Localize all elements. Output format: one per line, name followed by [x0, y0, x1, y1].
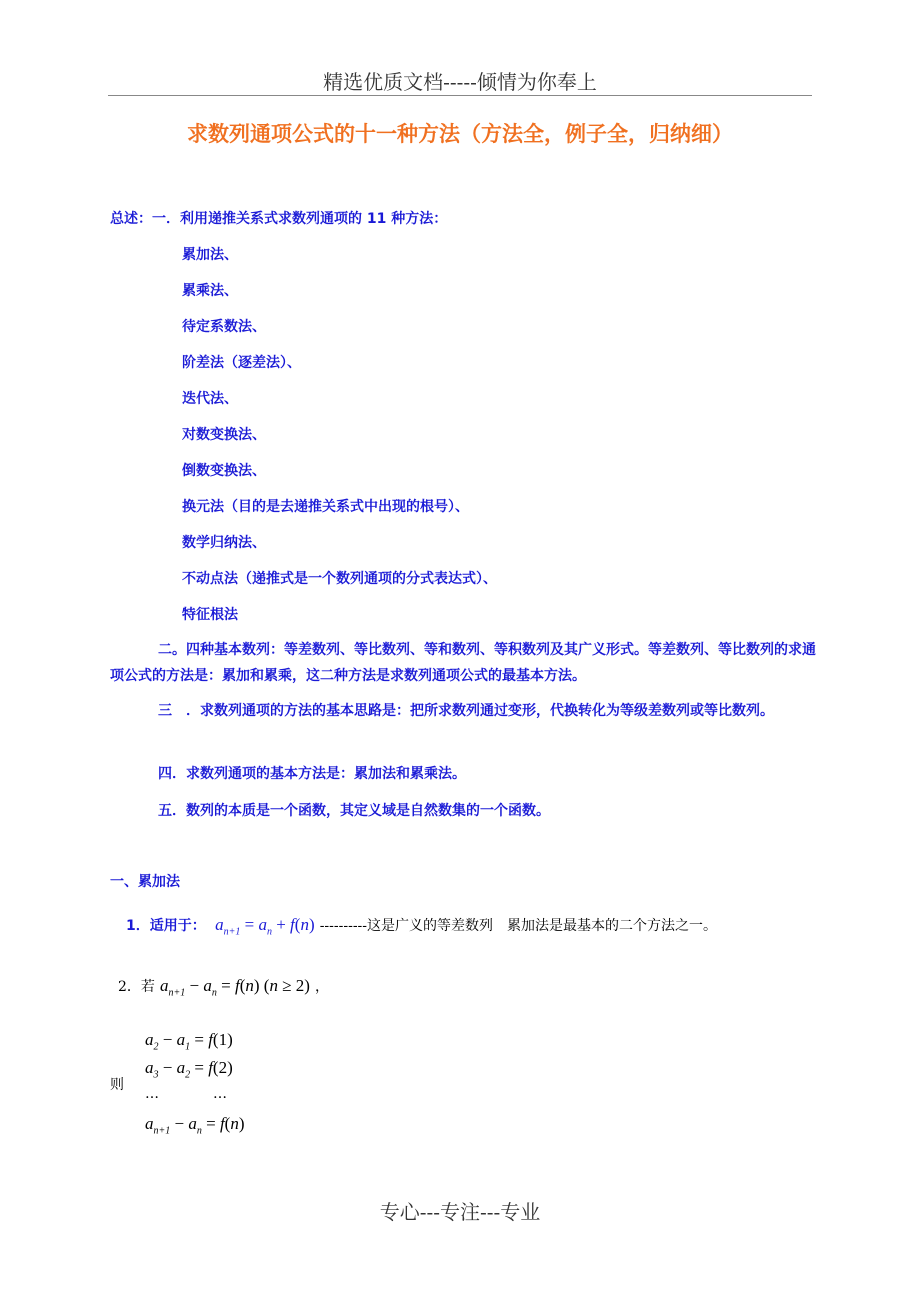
- method-item: 迭代法、: [182, 391, 238, 407]
- page-footer: 专心---专注---专业: [379, 1200, 541, 1224]
- formula-line-2: $a_3 - a_2 = f(2)$: [145, 1058, 233, 1081]
- formula-line-1: $a_2 - a_1 = f(1)$: [145, 1030, 233, 1053]
- item-1: [126, 915, 717, 937]
- header-rule: [108, 95, 812, 96]
- ellipsis-left: …: [145, 1086, 159, 1102]
- then-label: 则: [110, 1077, 124, 1093]
- method-item: 累乘法、: [182, 283, 238, 299]
- summary-point-2: 二。四种基本数列：等差数列、等比数列、等和数列、等积数列及其广义形式。等差数列、等比数列的求通项公式的方法是：累加和累乘，这二种方法是求数列通项公式的最基本方法。: [110, 642, 816, 684]
- item-2-comma: ，: [315, 979, 330, 995]
- item-1-note: ----------这是广义的等差数列 累加法是最基本的二个方法之一。: [319, 918, 718, 934]
- method-item: 阶差法（逐差法）、: [182, 355, 301, 371]
- method-item: 数学归纳法、: [182, 535, 266, 551]
- summary-point-4: 四．求数列通项的基本方法是：累加法和累乘法。: [158, 766, 466, 782]
- method-item: 倒数变换法、: [182, 463, 266, 479]
- summary-point-3: 三 ．求数列通项的方法的基本思路是：把所求数列通过变形，代换转化为等级差数列或等比数列。: [158, 703, 774, 719]
- method-item: 对数变换法、: [182, 427, 266, 443]
- page-header: 精选优质文档-----倾情为你奉上: [323, 70, 597, 94]
- method-item: 待定系数法、: [182, 319, 266, 335]
- formula-difference: $a_{n+1} - a_n = f(n) (n \ge 2)$: [160, 976, 310, 999]
- method-item: 不动点法（递推式是一个数列通项的分式表达式）、: [182, 571, 497, 587]
- formula-line-n: $a_{n+1} - a_n = f(n)$: [145, 1114, 245, 1137]
- formula-recurrence: $a_{n+1} = a_n + f(n)$: [210, 915, 315, 938]
- item-2-label: 2．若: [118, 979, 155, 995]
- method-item: 特征根法: [182, 607, 238, 623]
- ellipsis-right: …: [213, 1086, 227, 1102]
- summary-point-5: 五．数列的本质是一个函数，其定义域是自然数集的一个函数。: [158, 803, 550, 819]
- method-item: 累加法、: [182, 247, 238, 263]
- section-heading-cumulative-sum: 一、累加法: [110, 874, 180, 890]
- method-item: 换元法（目的是去递推关系式中出现的根号）、: [182, 499, 469, 515]
- item-1-label: 1．适用于：: [126, 918, 206, 934]
- summary-intro: 总述：一．利用递推关系式求数列通项的 11 种方法：: [110, 211, 448, 227]
- item-2: [118, 976, 329, 998]
- document-title: 求数列通项公式的十一种方法（方法全，例子全，归纳细）: [187, 122, 733, 146]
